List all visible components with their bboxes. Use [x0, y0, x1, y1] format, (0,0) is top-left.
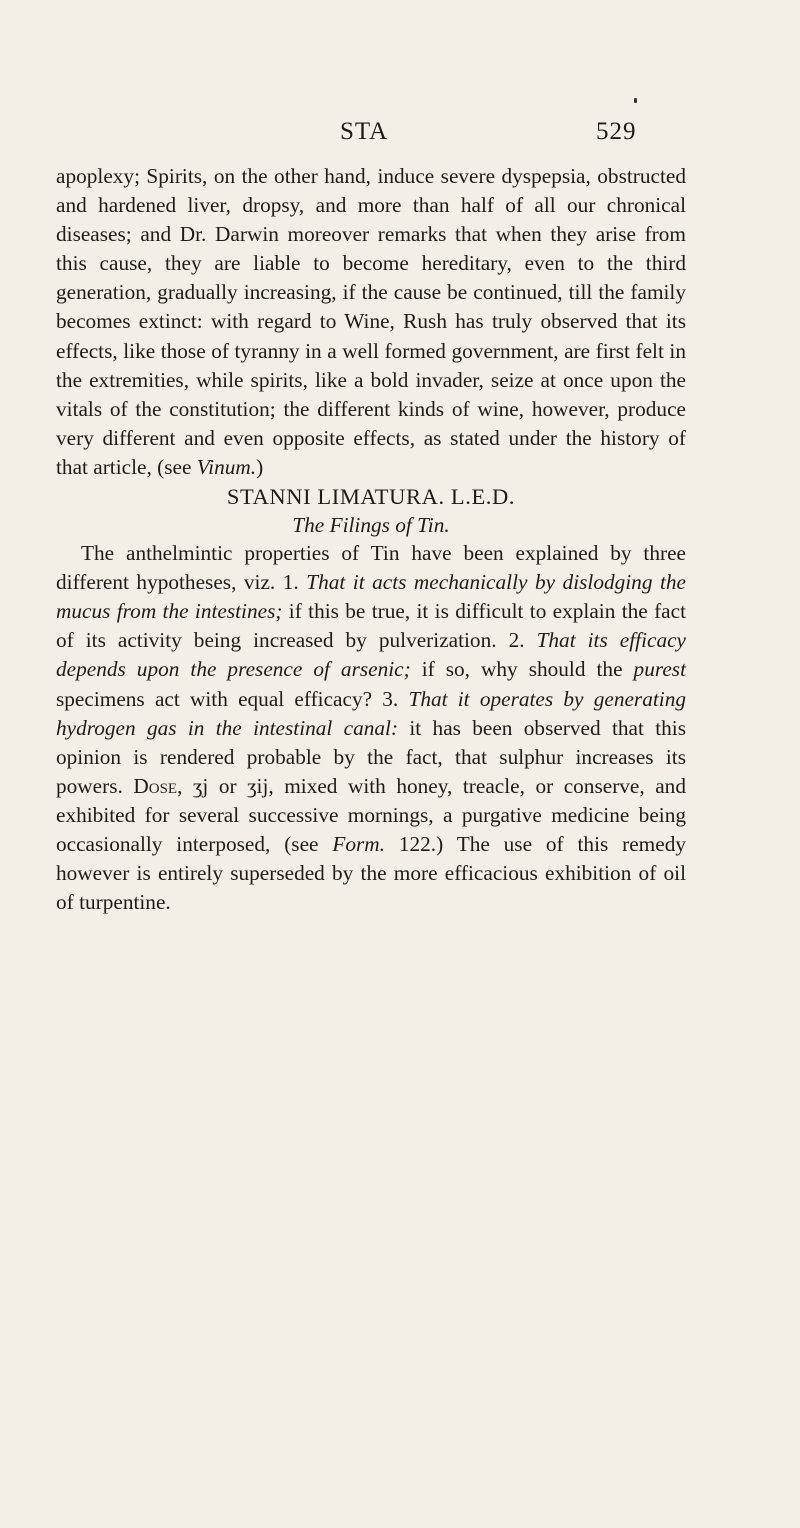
dose-label: Dose: [133, 773, 178, 798]
running-head-word: STA: [340, 118, 389, 145]
entry-heading: STANNI LIMATURA. L.E.D.: [226, 484, 516, 510]
paragraph-text: ): [256, 454, 264, 479]
paragraph-text: if this be true, it is difficult to explain the fact of its activity being increased by pulverization. 2.: [56, 599, 686, 653]
page-number: 529: [596, 118, 637, 145]
continuation-paragraph: [56, 162, 686, 482]
paragraph-text: 122.) The use of this remedy however is entirely superseded by the more efficacious exhibition of oil of turpentine.: [56, 831, 686, 915]
cross-reference: Vinum.: [196, 454, 257, 479]
paragraph-text: , ʒj or ʒij, mixed with honey, treacle, or conserve, and exhibited for several successive mornings, a purgative medicine being occasionally interposed, (see: [56, 773, 686, 856]
paragraph-text: if so, why should the: [410, 657, 634, 682]
paragraph-text: it has been observed that this opinion is rendered probable by the fact, that sulphur increases its powers.: [56, 715, 686, 798]
hypothesis-two: That its efficacy depends upon the presence of arsenic;: [56, 628, 686, 682]
running-head: [0, 118, 800, 148]
paragraph-text: The anthelmintic properties of Tin have been explained by three different hypotheses, viz. 1.: [56, 541, 686, 595]
formula-reference: Form.: [332, 831, 385, 856]
ink-speck: [634, 98, 637, 103]
entry-subheading: The Filings of Tin.: [292, 513, 450, 538]
hypothesis-three: That it operates by generating hydrogen gas in the intestinal canal:: [56, 686, 686, 740]
paragraph-text: specimens act with equal efficacy? 3.: [56, 686, 409, 711]
hypothesis-one: That it acts mechanically by dislodging the mucus from the intestines;: [56, 570, 686, 624]
paragraph-text: apoplexy; Spirits, on the other hand, induce severe dyspepsia, obstructed and hardened liver, dropsy, and more than half of all our chronical diseases; and Dr. Darwin moreover remarks that when they arise from this cause, they are liable to become hereditary, even to the third generation, gradually increasing, if the cause be continued, till the family becomes extinct: with regard to Wine, Rush has truly observed that its effects, like those of tyranny in a well formed government, are first felt in the extremities, while spirits, like a bold invader, seize at once upon the vitals of the constitution; the different kinds of wine, however, produce very different and even opposite effects, as stated under the history of that article, (see: [56, 164, 686, 479]
emphasis-purest: purest: [633, 657, 686, 682]
page-body: [56, 162, 686, 917]
entry-paragraph: [56, 539, 686, 917]
